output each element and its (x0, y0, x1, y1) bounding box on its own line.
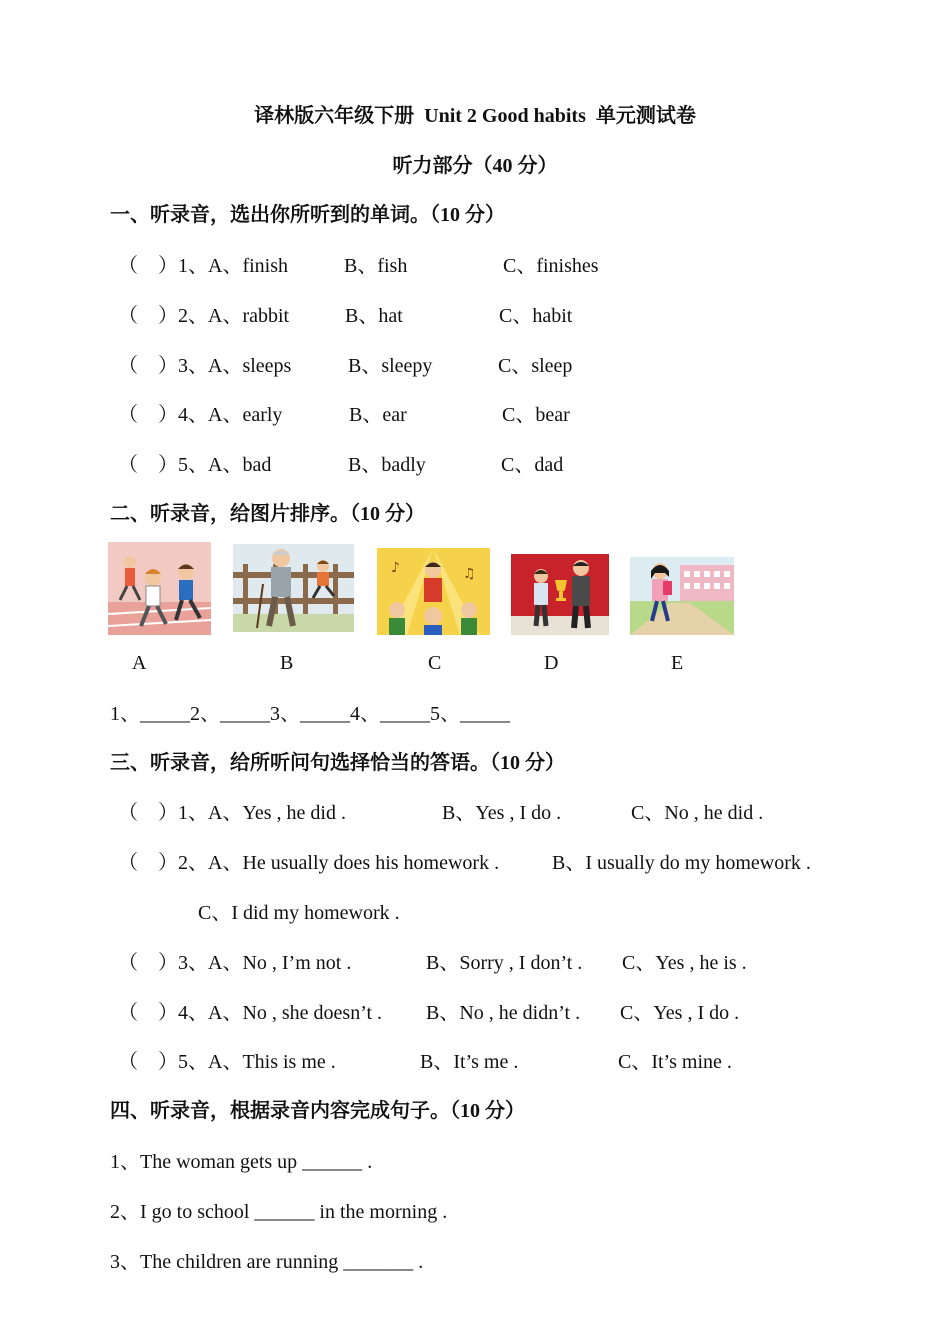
s1-q4-option-c: C、bear (502, 404, 570, 426)
s3-q4-option-c: C、Yes , I do . (620, 1002, 740, 1024)
s1-q4-option-b: B、ear (349, 404, 407, 426)
svg-text:♪: ♪ (391, 560, 400, 576)
page-subtitle: 听力部分（40 分） (392, 155, 558, 177)
picture-label-b: B (280, 652, 294, 674)
old-man-and-child-picture (233, 544, 354, 632)
s3-q4-option-a: （ ）4、A、No , she doesn’t . (118, 1002, 383, 1024)
section2-heading: 二、听录音，给图片排序。（10 分） (110, 503, 425, 525)
s3-q3-option-a: （ ）3、A、No , I’m not . (118, 952, 352, 974)
s3-q5-option-b: B、It’s me . (420, 1051, 519, 1073)
s1-q3-option-c: C、sleep (498, 355, 573, 377)
s1-q1-option-a: （ ）1、A、finish (118, 255, 288, 277)
girl-walking-to-school-picture (630, 557, 734, 635)
s3-q2-option-b: B、I usually do my homework . (552, 852, 811, 874)
svg-text:♫: ♫ (463, 566, 476, 582)
prize-giving-picture (511, 554, 609, 635)
s3-q2-option-c: C、I did my homework . (198, 902, 400, 924)
s1-q5-option-a: （ ）5、A、bad (118, 454, 272, 476)
s3-q1-option-c: C、No , he did . (631, 802, 764, 824)
s1-q4-option-a: （ ）4、A、early (118, 404, 283, 426)
picture-order-answer-line: 1、_____2、_____3、_____4、_____5、_____ (110, 703, 510, 725)
s3-q4-option-b: B、No , he didn’t . (426, 1002, 581, 1024)
s3-q3-option-b: B、Sorry , I don’t . (426, 952, 583, 974)
s3-q2-option-a: （ ）2、A、He usually does his homework . (118, 852, 500, 874)
s1-q1-option-b: B、fish (344, 255, 408, 277)
picture-label-e: E (671, 652, 684, 674)
s1-q3-option-a: （ ）3、A、sleeps (118, 355, 292, 377)
s1-q3-option-b: B、sleepy (348, 355, 433, 377)
s3-q5-option-a: （ ）5、A、This is me . (118, 1051, 336, 1073)
picture-label-c: C (428, 652, 442, 674)
s1-q2-option-a: （ ）2、A、rabbit (118, 305, 290, 327)
s1-q1-option-c: C、finishes (503, 255, 599, 277)
page-title: 译林版六年级下册 Unit 2 Good habits 单元测试卷 (254, 105, 696, 127)
s1-q5-option-b: B、badly (348, 454, 426, 476)
s3-q5-option-c: C、It’s mine . (618, 1051, 732, 1073)
s3-q1-option-a: （ ）1、A、Yes , he did . (118, 802, 346, 824)
section3-heading: 三、听录音，给所听问句选择恰当的答语。（10 分） (110, 752, 565, 774)
s1-q2-option-c: C、habit (499, 305, 573, 327)
s4-sentence-1: 1、The woman gets up ______ . (110, 1151, 373, 1173)
s3-q1-option-b: B、Yes , I do . (442, 802, 562, 824)
section4-heading: 四、听录音，根据录音内容完成句子。（10 分） (110, 1100, 525, 1122)
children-running-picture (108, 542, 211, 635)
s1-q5-option-c: C、dad (501, 454, 564, 476)
children-singing-picture (377, 548, 490, 635)
s3-q3-option-c: C、Yes , he is . (622, 952, 747, 974)
section1-heading: 一、听录音，选出你所听到的单词。（10 分） (110, 204, 505, 226)
picture-label-a: A (132, 652, 147, 674)
s1-q2-option-b: B、hat (345, 305, 403, 327)
s4-sentence-3: 3、The children are running _______ . (110, 1251, 424, 1273)
picture-label-d: D (544, 652, 559, 674)
s4-sentence-2: 2、I go to school ______ in the morning . (110, 1201, 448, 1223)
